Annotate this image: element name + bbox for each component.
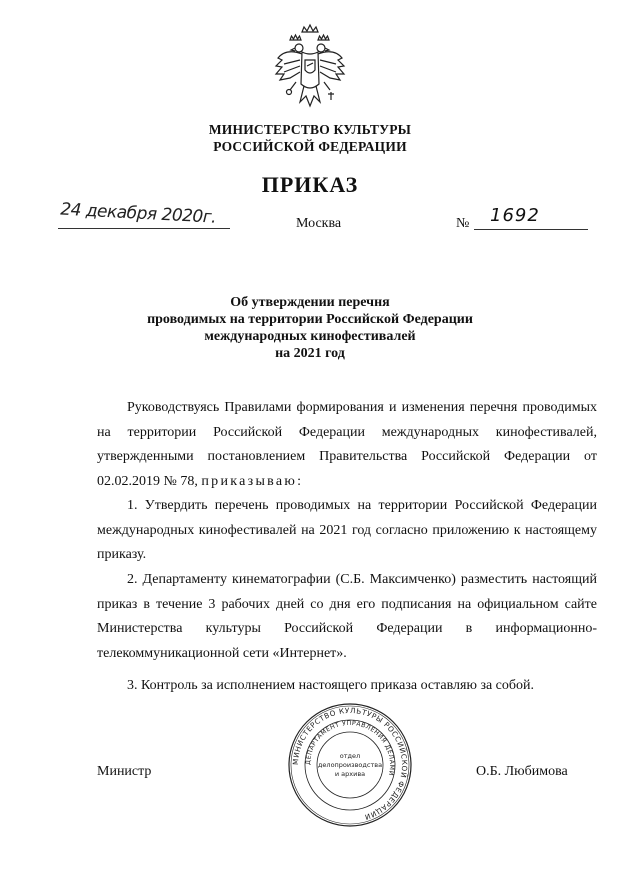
date-underline: [58, 228, 230, 229]
document-type-heading: ПРИКАЗ: [261, 172, 359, 197]
signatory-name: О.Б. Любимова: [476, 764, 568, 779]
order-item-1: 1. Утвердить перечень проводимых на территории Российской Федерации международных кинофестивалей на 2021 год согласно приложению к настоящему приказу.: [97, 498, 597, 562]
preamble-text: Руководствуясь Правилами формирования и изменения перечня проводимых на территории Российской Федерации международных кинофестивалей, утвержденными постановлением Правительства Российской Федерации от 02.02.2019 № 78,: [97, 400, 597, 489]
number-sign: №: [456, 216, 470, 231]
stamp-center-line-1: отдел: [339, 752, 361, 760]
order-word: приказываю:: [201, 473, 304, 489]
title-line-3: международных кинофестивалей: [204, 329, 416, 344]
stamp-center-line-3: и архива: [334, 770, 366, 778]
handwritten-number: 1692: [490, 205, 540, 226]
handwritten-date: 24 декабря 2020г.: [59, 199, 217, 228]
number-underline: [474, 229, 588, 230]
city-label: Москва: [296, 216, 342, 231]
title-line-2: проводимых на территории Российской Федерации: [147, 312, 473, 327]
russian-coat-of-arms-icon: [272, 22, 348, 118]
preamble-paragraph: [97, 396, 597, 494]
order-item-2: 2. Департаменту кинематографии (С.Б. Максимченко) разместить настоящий приказ в течение 3 рабочих дней со дня его подписания на официальном сайте Министерства культуры Российской Федерации в информационно-телекоммуникационной сети «Интернет».: [97, 572, 597, 661]
ministry-name-line1: МИНИСТЕРСТВО КУЛЬТУРЫ: [208, 122, 412, 137]
order-item-3: 3. Контроль за исполнением настоящего приказа оставляю за собой.: [127, 678, 535, 693]
stamp-center-line-2: делопроизводства: [317, 761, 383, 769]
title-line-1: Об утверждении перечня: [230, 295, 390, 310]
stamp-inner-ring-text: ДЕПАРТАМЕНТ УПРАВЛЕНИЯ ДЕЛАМИ: [304, 719, 396, 777]
stamp-ring-text: МИНИСТЕРСТВО КУЛЬТУРЫ РОССИЙСКОЙ ФЕДЕРАЦИИ: [290, 705, 410, 822]
ministry-name-line2: РОССИЙСКОЙ ФЕДЕРАЦИИ: [213, 139, 407, 154]
official-stamp: [287, 702, 413, 828]
signatory-position: Министр: [97, 764, 152, 779]
title-line-4: на 2021 год: [275, 346, 345, 361]
